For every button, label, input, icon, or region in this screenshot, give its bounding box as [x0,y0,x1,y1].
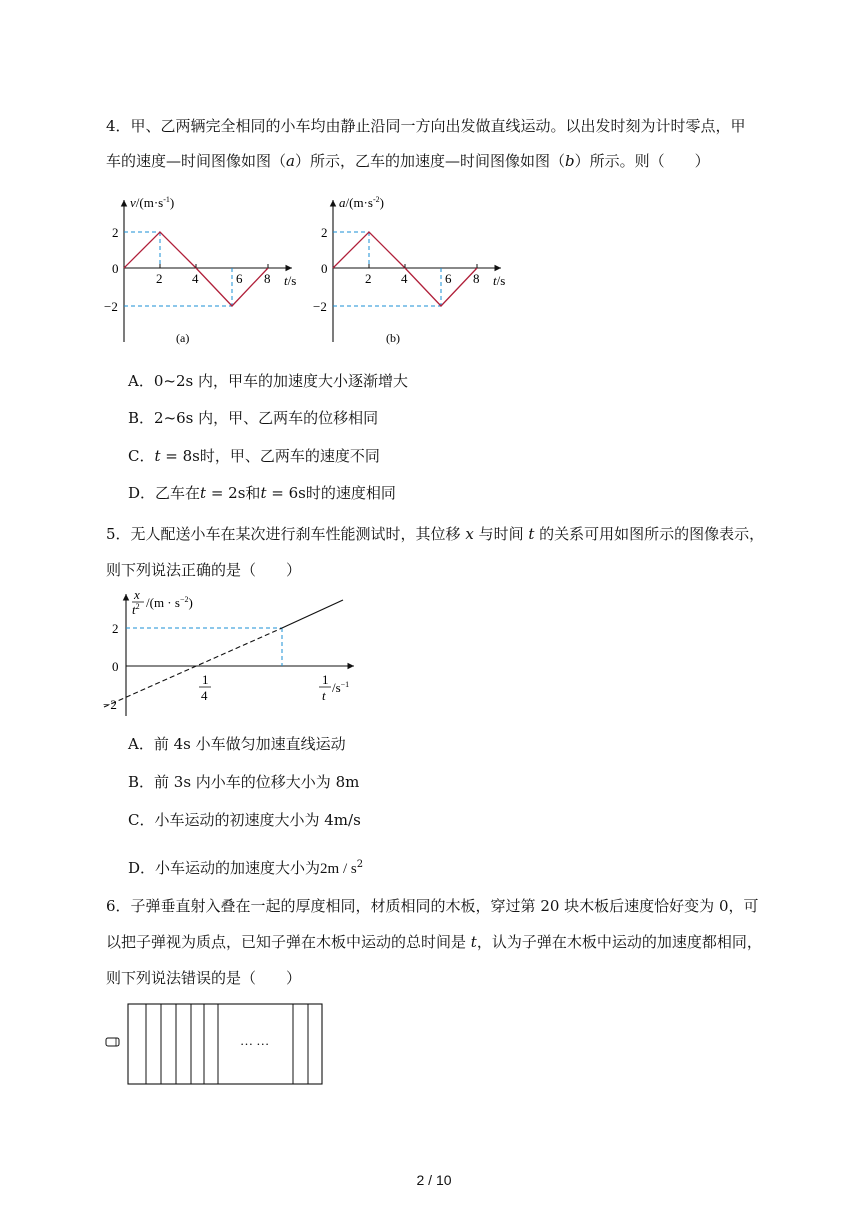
q5-option-b: B．前 3s 内小车的位移大小为 8m [128,773,360,791]
q4-option-c-var: t [154,447,161,465]
q4-option-d-eq1: = 2s [206,484,246,502]
q5-ylabel-den: $t^2$ [132,602,140,617]
q5-tick-y-0: 0 [112,659,119,674]
q4-option-d-var2: t [260,484,267,502]
q4b-tick-x-6: 6 [445,271,452,286]
q6-stem-line2 [106,932,762,952]
q6-stem-line3: 则下列说法错误的是（ ） [106,969,302,987]
q5-var-x: x [465,525,474,543]
q4-option-d [128,483,396,503]
q5-tick-x-den: 4 [201,688,208,703]
q4-option-a: A．0~2s 内，甲车的加速度大小逐渐增大 [128,372,408,390]
q5-xlabel-den: t [322,688,326,703]
q4-option-d-mid: 和 [245,484,261,502]
q4a-tick-y-0: 0 [112,261,119,276]
q4-option-c [128,446,380,466]
q4-option-d-pre: D．乙车在 [128,484,201,502]
q4-stem-line2-post: ）所示。则（ ） [574,152,710,170]
q6-figure [100,1000,330,1090]
q4a-caption: (a) [176,331,190,345]
q4b-tick-y-0: 0 [321,261,328,276]
q5-tick-y-2: 2 [112,621,119,636]
q6-stem-line2-pre: 以把子弹视为质点，已知子弹在木板中运动的总时间是 [106,933,471,951]
q5-graph [98,588,368,723]
q5-ylabel-unit: $/(m \cdot s^{-2})$ [146,595,193,610]
q5-option-d-exp: 2 [356,859,364,870]
q5-option-d-pre: D．小车运动的加速度大小为 [128,859,321,877]
q4-var-a: a [286,152,295,170]
q4b-tick-x-4: 4 [401,271,408,286]
q6-var-t: t [470,933,477,951]
q4-var-b: b [564,152,575,170]
q4-option-c-post: 时，甲、乙两车的速度不同 [199,447,380,465]
q5-var-t: t [528,525,535,543]
q5-option-a: A．前 4s 小车做匀加速直线运动 [128,735,346,753]
q6-stem-line1: 6．子弹垂直射入叠在一起的厚度相同，材质相同的木板，穿过第 20 块木板后速度恰好变为 0，可 [106,897,759,915]
page-number: 2 / 10 [416,1172,452,1188]
q5-option-d-val: 2m / s [320,861,357,877]
q4-option-d-post: 时的速度相同 [305,484,396,502]
q5-stem-line1-post: 的关系可用如图所示的图像表示， [534,525,765,543]
q4b-tick-x-8: 8 [473,271,480,286]
q5-tick-x-num: 1 [202,672,209,687]
q5-xlabel-unit: $/s^{-1}$ [332,680,350,695]
q4b-tick-y-m2: −2 [313,299,327,314]
bullet-icon [106,1038,119,1046]
q4b-xlabel: t/s [493,273,506,288]
q4a-tick-x-6: 6 [236,271,243,286]
q4b-tick-x-2: 2 [365,271,372,286]
q4a-tick-x-8: 8 [264,271,271,286]
q5-option-d [128,855,363,879]
q5-option-c: C．小车运动的初速度大小为 4m/s [128,811,361,829]
q4-stem-line2 [106,151,710,171]
q6-ellipsis: … … [240,1033,270,1048]
q4-stem-line2-pre: 车的速度—时间图像如图（ [106,152,287,170]
q4b-tick-y-2: 2 [321,225,328,240]
q6-stem-line2-post: ，认为子弹在木板中运动的加速度都相同， [476,933,762,951]
q4-graph-b [309,190,514,355]
q5-stem-line1-mid: 与时间 [473,525,529,543]
q5-stem-line1-pre: 5．无人配送小车在某次进行刹车性能测试时，其位移 [106,525,466,543]
q4a-tick-x-4: 4 [192,271,199,286]
q4a-tick-y-m2: −2 [104,299,118,314]
q4-option-d-var1: t [200,484,207,502]
q5-ylabel-num: x [134,588,140,602]
q4-option-c-eq: = 8s [160,447,200,465]
q4-stem-line1: 4．甲、乙两辆完全相同的小车均由静止沿同一方向出发做直线运动。以出发时刻为计时零点，甲 [106,117,746,135]
q5-xlabel-num: 1 [322,672,329,687]
q4-option-d-eq2: = 6s [266,484,306,502]
q4-option-b: B．2~6s 内，甲、乙两车的位移相同 [128,409,379,427]
q4b-ylabel: $a/(m\cdot s^{-2})$ [339,195,384,210]
q5-stem-line1 [106,524,764,544]
q4-option-c-pre: C． [128,447,155,465]
q5-tick-y-m2: −2 [103,697,117,712]
q4b-caption: (b) [386,331,400,345]
q4-stem-line2-mid: ）所示，乙车的加速度—时间图像如图（ [294,152,565,170]
q4a-tick-x-2: 2 [156,271,163,286]
q4-graph-a [100,190,305,355]
q5-stem-line2: 则下列说法正确的是（ ） [106,561,302,579]
q4a-xlabel: t/s [284,273,297,288]
q4a-ylabel: $v/(m\cdot s^{-1})$ [130,195,175,210]
q4a-tick-y-2: 2 [112,225,119,240]
